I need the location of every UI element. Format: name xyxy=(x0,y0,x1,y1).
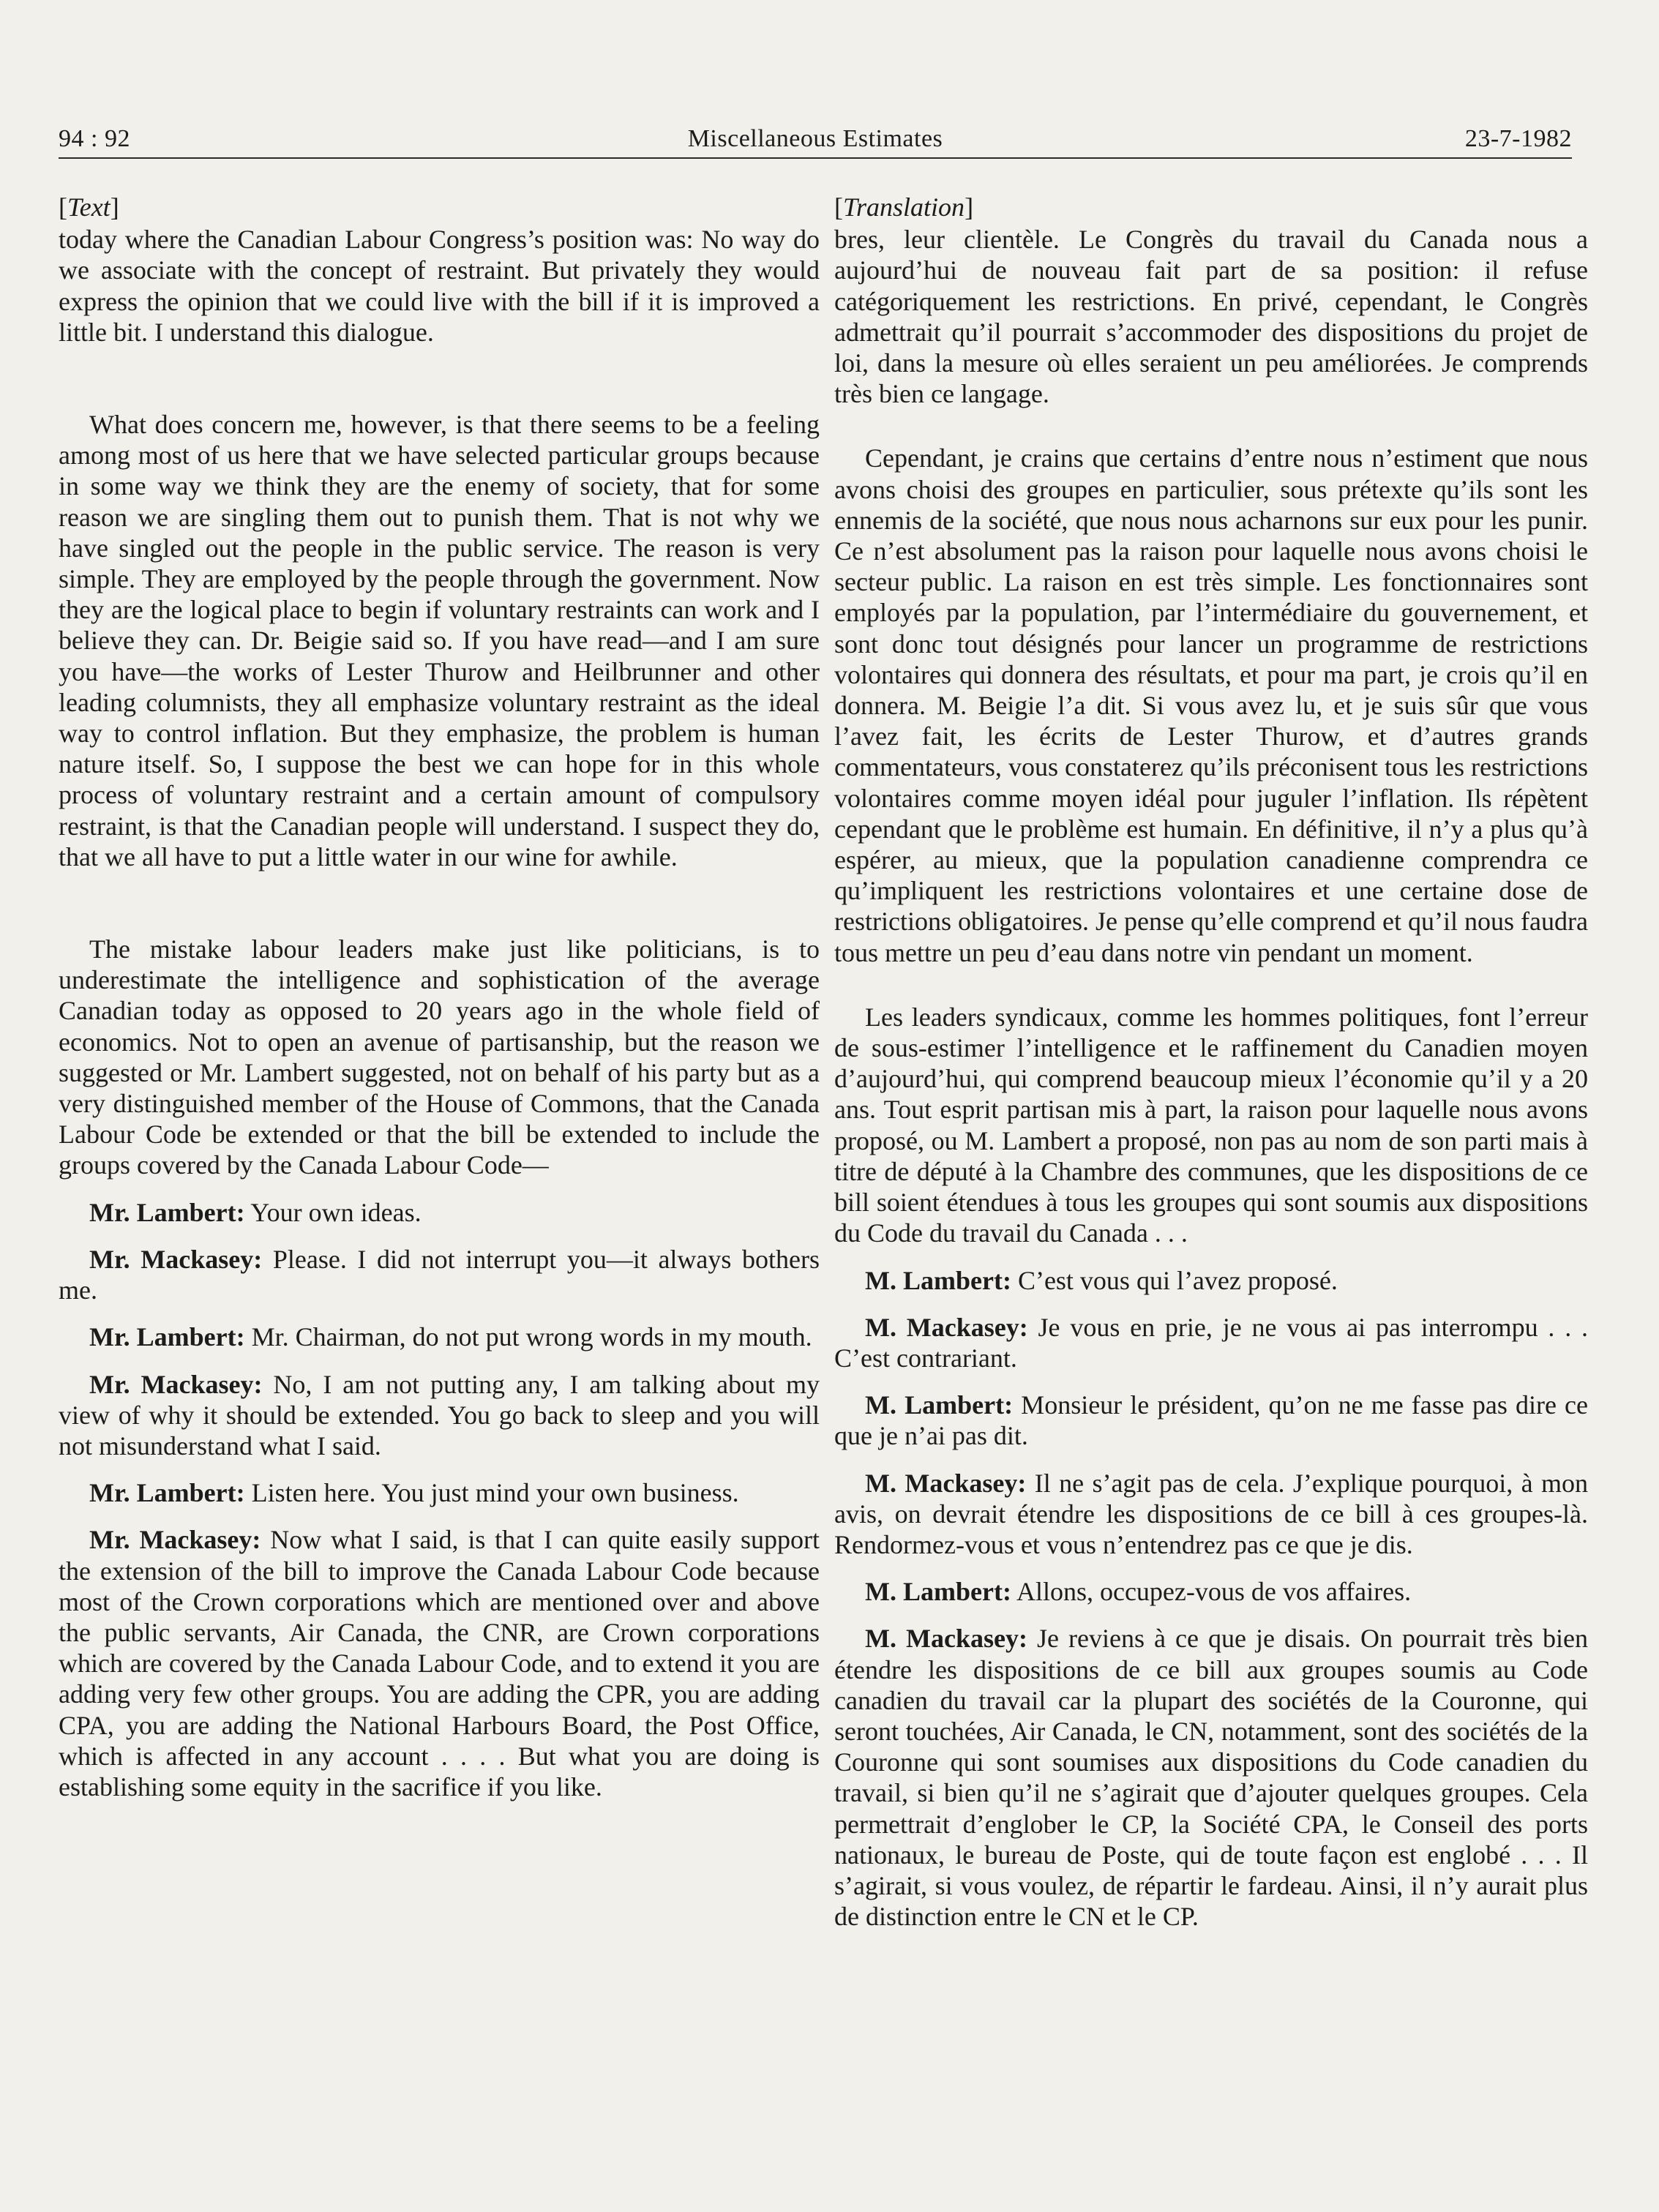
speech xyxy=(59,1477,820,1508)
page-header xyxy=(59,106,1572,159)
paragraph: Les leaders syndicaux, comme les hommes politiques, font l’erreur de sous-estimer l’intelligence et le raffinement du Canadien moyen d’aujourd’hui, qui comprend beaucoup mieux l’économie qu’il y a 20 ans. Tout esprit partisan mis à part, la raison pour laquelle nous avons proposé, ou M. Lambert a proposé, non pas au nom de son parti mais à titre de député à la Chambre des communes, que les dispositions de ce bill soient étendues à tous les groupes qui sont soumis aux dispositions du Code du travail du Canada . . . xyxy=(834,1002,1588,1248)
speech-text: Please. I did not interrupt you—it always bothers me. xyxy=(59,1244,820,1305)
page-number: 94 : 92 xyxy=(59,125,130,152)
speech xyxy=(59,1321,820,1352)
paragraph: bres, leur clientèle. Le Congrès du travail du Canada nous a aujourd’hui de nouveau fait part de sa position: il refuse catégoriquement les restrictions. En privé, cependant, le Congrès admettrait qu’il pourrait s’accommoder des dispositions du projet de loi, dans la mesure où elles seraient un peu améliorées. Je comprends très bien ce langage. xyxy=(834,225,1588,409)
speech xyxy=(834,1265,1588,1296)
speech xyxy=(834,1468,1588,1561)
column-tag: [Text] xyxy=(59,192,119,222)
speech-text: Je reviens à ce que je disais. On pourrait très bien étendre les dispositions de ce bill aux groupes soumis au Code canadien du travail car la plupart des sociétés de la Couronne, qui seront touchées, Air Canada, le CN, notamment, sont des sociétés de la Couronne qui sont soumises aux dispositions du Code canadien du travail, si bien qu’il ne s’agirait que d’ajouter quelques groupes. Cela permettrait d’englober le CP, la Société CPA, le Conseil des ports nationaux, le bureau de Poste, qui de toute façon est englobé . . . Il s’agirait, si vous voulez, de répartir le fardeau. Ainsi, il n’y aurait plus de distinction entre le CN et le CP. xyxy=(834,1624,1588,1932)
speaker-name: Mr. Lambert: xyxy=(89,1197,245,1227)
speaker-name: Mr. Lambert: xyxy=(89,1478,245,1508)
speaker-name: Mr. Mackasey: xyxy=(89,1525,261,1555)
speech-text: Il ne s’agit pas de cela. J’explique pourquoi, à mon avis, on devrait étendre les dispositions de ce bill à ces groupes-là. Rendormez-vous et vous n’entendrez pas ce que je dis. xyxy=(834,1468,1588,1559)
speech-text: Listen here. You just mind your own business. xyxy=(244,1478,739,1508)
speech xyxy=(834,1623,1588,1932)
speech-text: Monsieur le président, qu’on ne me fasse pas dire ce que je n’ai pas dit. xyxy=(834,1390,1588,1451)
speech-text: Je vous en prie, je ne vous ai pas interrompu . . . C’est contrariant. xyxy=(834,1312,1589,1373)
speaker-name: M. Lambert: xyxy=(865,1390,1014,1420)
speaker-name: M. Lambert: xyxy=(865,1265,1011,1295)
tag-text: Translation xyxy=(843,192,965,222)
speaker-name: M. Mackasey: xyxy=(865,1468,1027,1498)
speech xyxy=(834,1312,1588,1373)
speech xyxy=(59,1197,820,1228)
speech-text: Your own ideas. xyxy=(244,1197,422,1227)
paragraph: The mistake labour leaders make just like politicians, is to underestimate the intelligence and sophistication of the average Canadian today as opposed to 20 years ago in the whole field of economics. Not to open an avenue of partisanship, but the reason we suggested or Mr. Lambert suggested, not on behalf of his party but as a very distinguished member of the House of Commons, that the Canada Labour Code be extended or that the bill be extended to include the groups covered by the Canada Labour Code— xyxy=(59,934,820,1180)
running-title: Miscellaneous Estimates xyxy=(687,125,943,152)
speech xyxy=(59,1244,820,1305)
french-column xyxy=(834,192,1588,1932)
speaker-name: M. Lambert: xyxy=(865,1577,1011,1607)
speech-text: Now what I said, is that I can quite easily support the extension of the bill to improve the Canada Labour Code because most of the Crown corporations which are mentioned over and above the public servants, Air Canada, the CNR, are Crown corporations which are covered by the Canada Labour Code, and to extend it you are adding very few other groups. You are adding the CPR, you are adding CPA, you are adding the National Harbours Board, the Post Office, which is affected in any account . . . . But what you are doing is establishing some equity in the sacrifice if you like. xyxy=(59,1525,820,1802)
paragraph: Cependant, je crains que certains d’entre nous n’estiment que nous avons choisi des groupes en particulier, sous prétexte qu’ils sont les ennemis de la société, que nous nous acharnons sur eux pour les punir. Ce n’est absolument pas la raison pour laquelle nous avons choisi le secteur public. La raison en est très simple. Les fonctionnaires sont employés par la population, par l’intermédiaire du gouvernement, et sont donc tout désignés pour lancer un programme de restrictions volontaires qui donnera des résultats, et pour ma part, je crois qu’il en donnera. M. Beigie l’a dit. Si vous avez lu, et je suis sûr que vous l’avez fait, les écrits de Lester Thurow, et d’autres grands commentateurs, vous constaterez qu’ils préconisent tous les restrictions volontaires comme moyen idéal pour juguler l’inflation. Ils répètent cependant que le problème est humain. En définitive, il n’y a plus qu’à espérer, au mieux, que la population canadienne comprendra ce qu’impliquent les restrictions volontaires et une certaine dose de restrictions obligatoires. Je pense qu’elle comprend et qu’il nous faudra tous mettre un peu d’eau dans notre vin pendant un moment. xyxy=(834,443,1588,967)
speech-text: No, I am not putting any, I am talking about my view of why it should be extended. You go back to sleep and you will not misunderstand what I said. xyxy=(59,1369,820,1461)
english-column xyxy=(59,192,820,1802)
speech xyxy=(834,1576,1588,1607)
paragraph: What does concern me, however, is that there seems to be a feeling among most of us here that we have selected particular groups because in some way we think they are the enemy of society, that for some reason we are singling them out to punish them. That is not why we have singled out the people in the public service. The reason is very simple. They are employed by the people through the government. Now they are the logical place to begin if voluntary restraints can work and I believe they can. Dr. Beigie said so. If you have read—and I am sure you have—the works of Lester Thurow and Heilbrunner and other leading columnists, they all emphasize voluntary restraint as the ideal way to control inflation. But they emphasize, the problem is human nature itself. So, I suppose the best we can hope for in this whole process of voluntary restraint and a certain amount of compulsory restraint, is that the Canadian people will understand. I suspect they do, that we all have to put a little water in our wine for awhile. xyxy=(59,410,820,871)
speaker-name: M. Mackasey: xyxy=(865,1624,1027,1654)
speech-text: C’est vous qui l’avez proposé. xyxy=(1011,1265,1338,1295)
tag-text: Text xyxy=(67,192,111,222)
paragraph: today where the Canadian Labour Congress’s position was: No way do we associate with the concept of restraint. But privately they would express the opinion that we could live with the bill if it is improved a little bit. I understand this dialogue. xyxy=(59,225,820,347)
speech-text: Allons, occupez-vous de vos affaires. xyxy=(1011,1577,1412,1607)
speaker-name: M. Mackasey: xyxy=(865,1312,1028,1342)
speech-text: Mr. Chairman, do not put wrong words in my mouth. xyxy=(244,1322,812,1352)
page-date: 23-7-1982 xyxy=(1464,125,1572,152)
speech xyxy=(59,1369,820,1462)
speech xyxy=(834,1390,1588,1451)
speech xyxy=(59,1524,820,1802)
speaker-name: Mr. Mackasey: xyxy=(89,1244,263,1274)
column-tag: [Translation] xyxy=(834,192,974,222)
speaker-name: Mr. Lambert: xyxy=(89,1322,245,1352)
speaker-name: Mr. Mackasey: xyxy=(89,1369,263,1399)
